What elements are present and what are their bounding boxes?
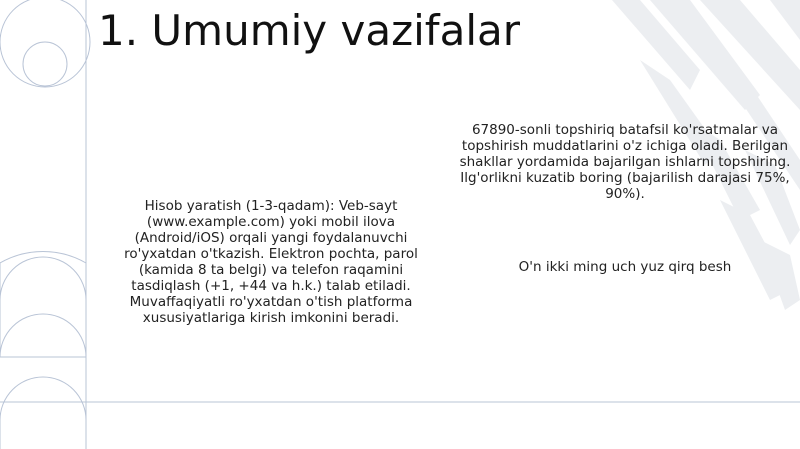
inner-circle	[23, 42, 67, 86]
outer-circle	[0, 0, 90, 87]
number-in-words: O'n ikki ming uch yuz qirq besh	[518, 259, 732, 275]
arch-bottom	[0, 377, 86, 449]
arch-lower	[0, 314, 86, 357]
arch-mid	[0, 257, 86, 300]
arch-upper	[0, 251, 86, 355]
left-paragraph: Hisob yaratish (1-3-qadam): Veb-sayt (www.example.com) yoki mobil ilova (Android/iOS) orqali yangi foydalanuvchi ro'yxatdan o'tkazish. Elektron pochta, parol (kamida 8 ta belgi) va telefon raqamini tasdiqlash (+1, +44 va h.k.) talab etiladi. Muvaffaqiyatli ro'yxatdan o'tish platforma xususiyatlariga kirish imkonini beradi.	[124, 198, 418, 326]
slide-title: 1. Umumiy vazifalar	[98, 6, 520, 55]
right-paragraph: 67890-sonli topshiriq batafsil ko'rsatmalar va topshirish muddatlarini o'z ichiga oladi. Berilgan shakllar yordamida bajarilgan ishlarni topshiring. Ilg'orlikni kuzatib boring (bajarilish darajasi 75%, 90%).	[459, 122, 791, 202]
